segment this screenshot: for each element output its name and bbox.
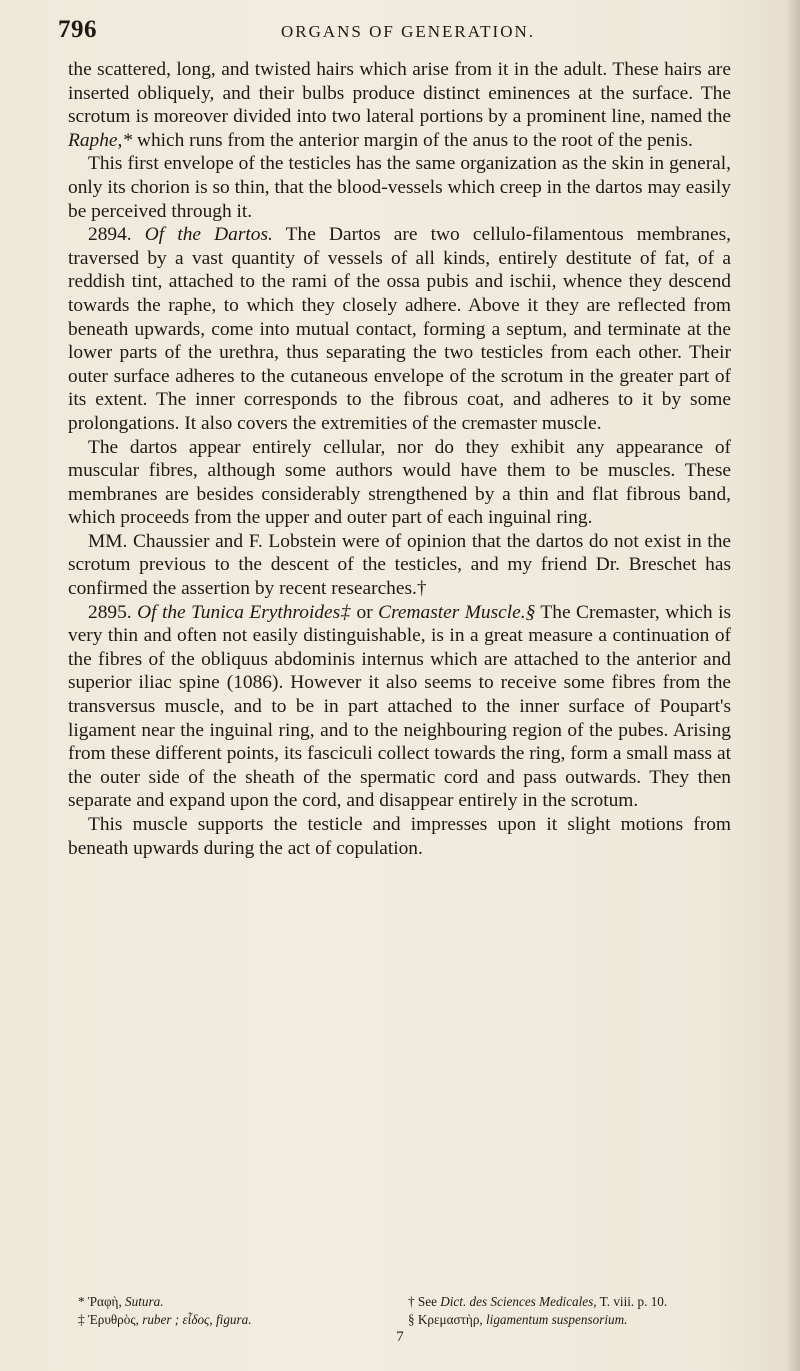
footnote-erythroides: ‡ Ἐρυθρὸς, ruber ; εἶδος, figura.: [78, 1311, 252, 1327]
paragraph-muscle-supports: This muscle supports the testicle and impresses upon it slight motions from beneath upwards during the act of copulation.: [68, 814, 731, 859]
page-number: 796: [58, 16, 97, 43]
section-number: 2894.: [88, 224, 132, 246]
paragraph-dartos-cellular: The dartos appear entirely cellular, nor do they exhibit any appearance of muscular fibres, although some authors would have them to be muscles. These membranes are besides considerably strengthened by a thin and flat fibrous band, which proceeds from the upper and outer part of each inguinal ring.: [68, 436, 731, 529]
page-header: [58, 16, 758, 46]
footnote-dict: † See Dict. des Sciences Medicales, T. viii. p. 10.: [408, 1294, 668, 1309]
section-2894: 2894. Of the Dartos. The Dartos are two cellulo-filamentous membranes, traversed by a vast quantity of vessels of all kinds, entirely destitute of fat, of a reddish tint, attached to the rami of the ossa pubis and ischii, whence they descend towards the raphe, to which they closely adhere. Above it they are reflected from beneath upwards, come into mutual contact, forming a septum, and terminate at the lower parts of the urethra, thus separating the two testicles from each other. Their outer surface adheres to the cutaneous envelope of the scrotum in the greater part of its extent. The inner corresponds to the fibrous coat, and adheres to it by some prolongations. It also covers the extremities of the cremaster muscle.: [68, 224, 731, 434]
running-head: ORGANS OF GENERATION.: [280, 22, 536, 41]
section-title-dartos: Of the Dartos.: [144, 224, 273, 246]
body-text: [68, 58, 731, 860]
footnote-cremaster: § Κρεμαστὴρ, ligamentum suspensorium.: [408, 1311, 628, 1327]
page-edge-shadow: [786, 0, 800, 1371]
paragraph-scrotum-continued: the scattered, long, and twisted hairs which arise from it in the adult. These hairs are inserted obliquely, and their bulbs produce distinct eminences at the surface. The scrotum is moreover divided into two lateral portions by a prominent line, named the Raphe,* which runs from the anterior margin of the anus to the root of the penis.: [68, 59, 731, 151]
footnotes: [78, 1293, 738, 1328]
footnote-row: [78, 1293, 738, 1311]
footnote-row: [78, 1311, 738, 1329]
footnote-raphe: * Ῥαφὴ, Sutura.: [78, 1294, 164, 1309]
paragraph-chaussier-lobstein: MM. Chaussier and F. Lobstein were of opinion that the dartos do not exist in the scrotum previous to the descent of the testicles, and my friend Dr. Breschet has confirmed the assertion by recent researches.†: [68, 530, 731, 600]
section-2895: 2895. Of the Tunica Erythroides‡ or Cremaster Muscle.§ The Cremaster, which is very thin and often not easily distinguishable, is in a great measure a continuation of the fibres of the obliquus abdominis internus which are attached to the anterior and superior iliac spine (1086). However it also seems to receive some fibres from the transversus muscle, and to be in part attached to the inner surface of Poupart's ligament near the inguinal ring, and to the neighbouring region of the pubes. Arising from these different points, its fasciculi collect towards the ring, form a small mass at the outer side of the sheath of the spermatic cord and pass outwards. They then separate and expand upon the cord, and disappear entirely in the scrotum.: [68, 601, 731, 812]
section-title-cremaster: Cremaster Muscle.§: [378, 601, 536, 623]
term-raphe: Raphe,*: [68, 129, 133, 151]
section-title-tunica: Of the Tunica Erythroides‡: [137, 601, 352, 623]
paragraph-first-envelope: This first envelope of the testicles has the same organization as the skin in general, only its chorion is so thin, that the blood-vessels which creep in the dartos may easily be perceived through it.: [68, 153, 731, 222]
signature-mark: 7: [396, 1329, 404, 1345]
section-number: 2895.: [88, 601, 132, 623]
